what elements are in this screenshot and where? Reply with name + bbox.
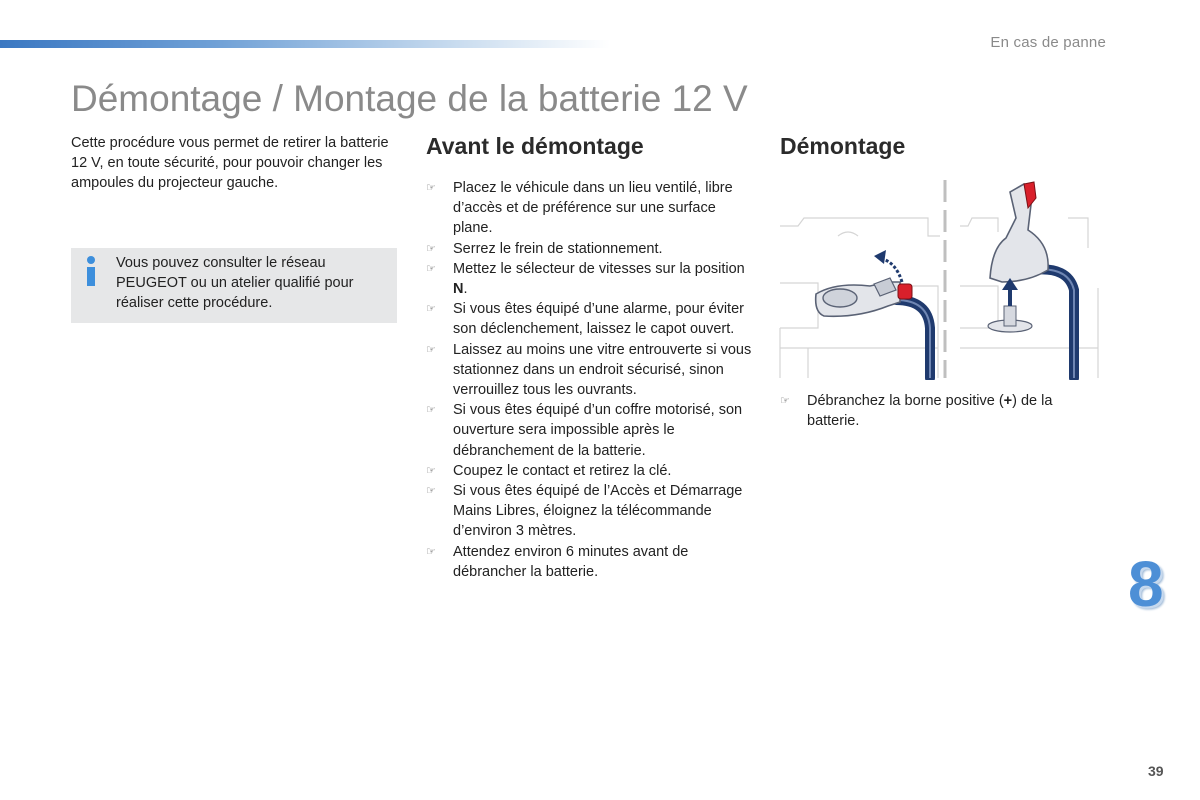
list-item: ☞ Laissez au moins une vitre entrouverte si vous stationnez dans un endroit sécurisé, sinon verrouillez tous les ouvrants. xyxy=(426,341,752,399)
pointing-hand-icon: ☞ xyxy=(426,303,436,316)
pointing-hand-icon: ☞ xyxy=(426,545,436,558)
list-item: ☞ Coupez le contact et retirez la clé. xyxy=(426,461,756,481)
list-item: ☞ Si vous êtes équipé d’un coffre motorisé, son ouverture sera impossible après le débranchement de la batterie. xyxy=(426,402,743,459)
page-number: 39 xyxy=(1148,763,1164,779)
list-item: ☞ Mettez le sélecteur de vitesses sur la position N. xyxy=(426,260,745,298)
list-item: ☞ Si vous êtes équipé de l’Accès et Démarrage Mains Libres, éloignez la télécommande d’environ 3 mètres. xyxy=(426,483,743,540)
info-box xyxy=(71,248,397,323)
pointing-hand-icon: ☞ xyxy=(426,262,436,275)
list-item: ☞ Si vous êtes équipé d’une alarme, pour éviter son déclenchement, laissez le capot ouvert. xyxy=(426,301,744,338)
list-item: ☞ Débranchez la borne positive (+) de la batterie. xyxy=(780,393,1053,430)
before-steps-list xyxy=(426,178,756,582)
list-item: ☞ Serrez le frein de stationnement. xyxy=(426,239,756,259)
pointing-hand-icon: ☞ xyxy=(426,182,436,194)
pointing-hand-icon: ☞ xyxy=(426,404,436,417)
pointing-hand-icon: ☞ xyxy=(426,464,436,477)
pointing-hand-icon: ☞ xyxy=(780,395,790,407)
info-text: Vous pouvez consulter le réseau PEUGEOT ou un atelier qualifié pour réaliser cette procédure. xyxy=(116,255,354,311)
intro-paragraph: Cette procédure vous permet de retirer la batterie 12 V, en toute sécurité, pour pouvoir changer les ampoules du projecteur gauche. xyxy=(71,135,389,191)
section-label: En cas de panne xyxy=(990,34,1106,51)
info-icon xyxy=(85,256,97,286)
chapter-number: 8 xyxy=(1128,548,1164,620)
list-item: ☞ Placez le véhicule dans un lieu ventilé, libre d’accès et de préférence sur une surface plane. xyxy=(426,180,733,237)
pointing-hand-icon: ☞ xyxy=(426,485,436,498)
header-accent-bar xyxy=(0,40,610,48)
page-title: Démontage / Montage de la batterie 12 V xyxy=(71,78,748,119)
removal-steps-list xyxy=(780,391,1080,431)
pointing-hand-icon: ☞ xyxy=(426,242,436,255)
removal-heading: Démontage xyxy=(780,133,906,159)
before-heading: Avant le démontage xyxy=(426,133,644,159)
list-item: ☞ Attendez environ 6 minutes avant de débrancher la batterie. xyxy=(426,543,689,580)
battery-terminal-illustration xyxy=(778,178,1108,380)
pointing-hand-icon: ☞ xyxy=(426,343,436,356)
